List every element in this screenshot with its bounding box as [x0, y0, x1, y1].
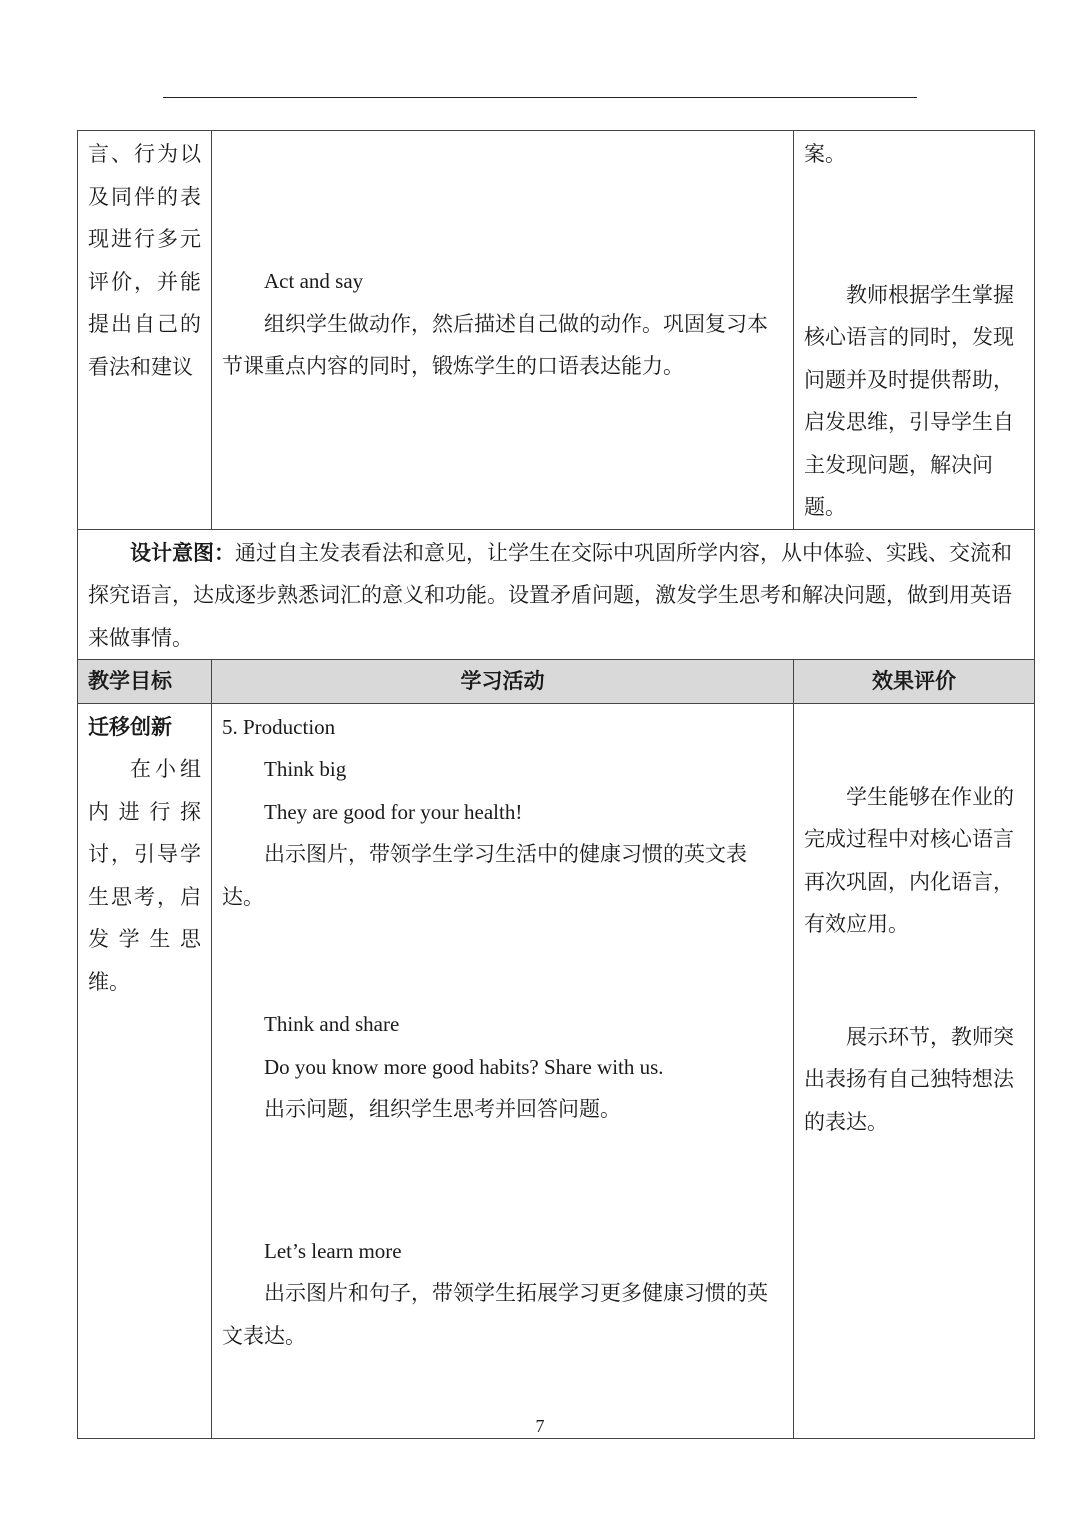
design-intent-text: 通过自主发表看法和意见，让学生在交际中巩固所学内容，从中体验、实践、交流和探究语言，达成逐步熟悉词汇的意义和功能。设置矛盾问题，激发学生思考和解决问题，做到用英语来做事情。 [88, 540, 1012, 650]
activity-desc: 出示图片，带领学生学习生活中的健康习惯的英文表达。 [222, 842, 747, 909]
evaluation-text: 学生能够在作业的完成过程中对核心语言再次巩固，内化语言，有效应用。 [804, 784, 1014, 936]
design-intent-paragraph [88, 532, 1024, 660]
activity-title: Think and share [264, 1012, 400, 1036]
objective-line: 内进行探 [88, 799, 201, 824]
objective-line: 讨，引导学 [88, 842, 201, 866]
evaluation-text: 教师根据学生掌握核心语言的同时，发现问题并及时提供帮助，启发思维，引导学生自主发现问题，解决问题。 [804, 282, 1014, 519]
objective-line: 及同伴的表 [88, 184, 201, 209]
page-number: 7 [535, 1416, 545, 1436]
activity-cell [212, 131, 794, 530]
evaluation-text: 展示环节，教师突出表扬有自己独特想法的表达。 [804, 1024, 1014, 1134]
objective-line: 维。 [88, 969, 130, 994]
activity-desc: 出示图片和句子，带领学生拓展学习更多健康习惯的英文表达。 [222, 1281, 768, 1348]
evaluation-top: 案。 [804, 142, 846, 166]
activity-title: Act and say [264, 269, 364, 293]
objective-line: 言、行为以 [88, 142, 201, 166]
objective-line: 评价，并能 [88, 269, 201, 294]
activity-cell [212, 703, 794, 1438]
header-rule [163, 97, 917, 98]
objective-line: 在小组 [130, 757, 201, 781]
evaluation-cell [794, 131, 1035, 530]
activity-title: Think big [264, 757, 347, 781]
design-intent-cell [78, 529, 1035, 660]
activity-desc: 出示问题，组织学生思考并回答问题。 [264, 1097, 621, 1121]
header-evaluation: 效果评价 [794, 660, 1035, 704]
table-row [78, 131, 1035, 530]
header-activity: 学习活动 [212, 660, 794, 704]
header-objective: 教学目标 [78, 660, 212, 704]
design-intent-row [78, 529, 1035, 660]
activity-desc: 组织学生做动作，然后描述自己做的动作。巩固复习本节课重点内容的同时，锻炼学生的口语表达能力。 [222, 311, 768, 378]
activity-title: Let’s learn more [264, 1238, 402, 1263]
activity-sentence: Do you know more good habits? Share with us. [264, 1054, 664, 1079]
table-row [78, 703, 1035, 1438]
objective-line: 生思考，启 [88, 884, 201, 909]
objective-line: 现进行多元 [88, 227, 201, 251]
objective-cell [78, 131, 212, 530]
objective-line: 看法和建议 [88, 354, 193, 379]
objective-line: 发学生思 [88, 927, 201, 951]
objective-line: 提出自己的 [88, 312, 201, 336]
objective-title: 迁移创新 [88, 713, 172, 739]
design-intent-label: 设计意图： [130, 539, 235, 565]
activity-sentence: They are good for your health! [264, 799, 523, 824]
lesson-plan-table [77, 130, 1035, 1439]
evaluation-cell [794, 703, 1035, 1438]
section-title: 5. Production [222, 714, 336, 739]
table-header-row [78, 660, 1035, 704]
objective-cell [78, 703, 212, 1438]
